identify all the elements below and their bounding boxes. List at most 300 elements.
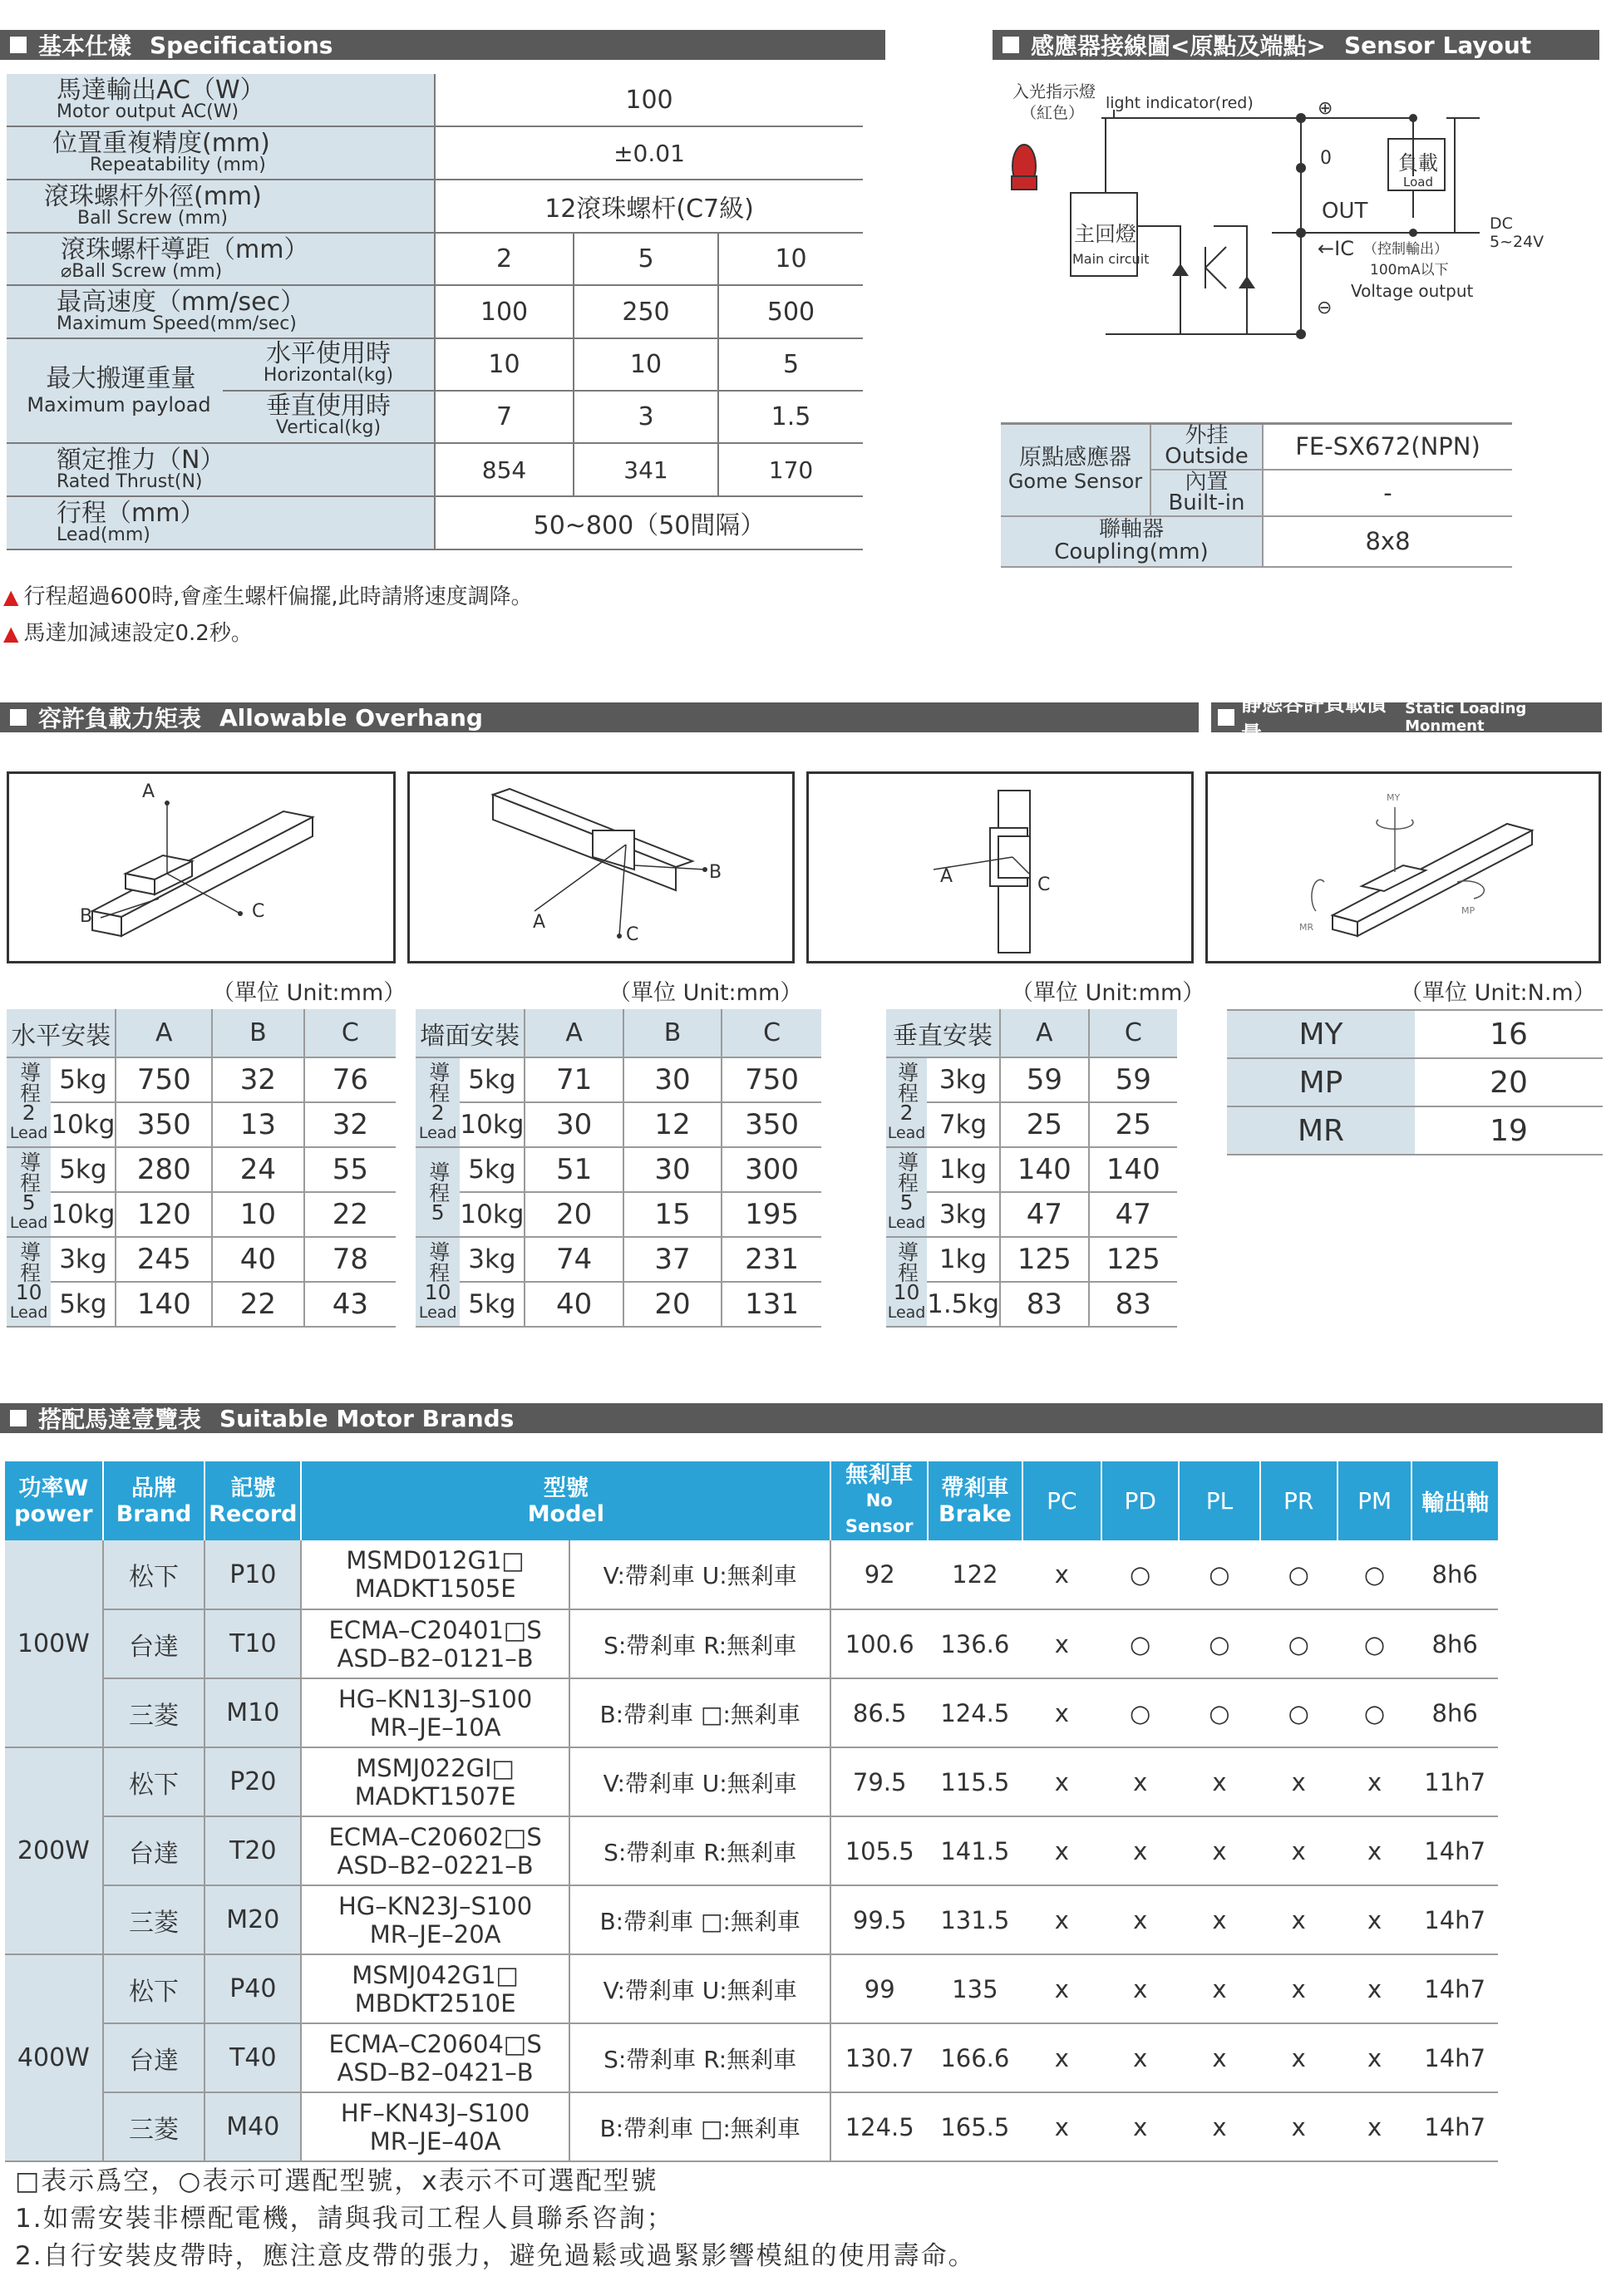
horizontal-title: 水平安裝 xyxy=(7,1009,116,1057)
pd-cell: x xyxy=(1101,1816,1179,1885)
col-power-cn: 功率W xyxy=(18,1475,89,1501)
spec-screw-label xyxy=(7,180,435,233)
spec-vertical-cn: 垂直使用時 xyxy=(266,392,391,421)
static-value: 20 xyxy=(1415,1058,1603,1106)
pm-cell: x xyxy=(1338,2092,1411,2161)
value-cell: 750 xyxy=(722,1057,821,1102)
record-cell: T40 xyxy=(204,2023,301,2092)
brand-cell: 台達 xyxy=(103,1816,205,1885)
sensor-table xyxy=(1001,422,1512,568)
lead-num: 10 xyxy=(15,1280,42,1304)
origin-sensor-label xyxy=(1001,424,1150,516)
light-en: light indicator(red) xyxy=(1106,94,1254,112)
col-br-cn: 帶剎車 xyxy=(941,1475,1009,1501)
option-cell: S:帶剎車 R:無剎車 xyxy=(569,1609,830,1678)
pc-cell: x xyxy=(1022,1747,1101,1816)
static-header xyxy=(1211,692,1602,746)
model-line: ECMA–C20401□S xyxy=(328,1615,542,1644)
model-cell xyxy=(301,1609,569,1678)
lead-num: 10 xyxy=(424,1280,451,1304)
spec-note-text: 馬達加減速設定0.2秒。 xyxy=(23,621,253,646)
lead-cell xyxy=(416,1057,460,1147)
square-icon xyxy=(1003,37,1019,53)
lead-cell xyxy=(7,1057,51,1147)
model-line: MBDKT2510E xyxy=(354,1988,516,2018)
pr-cell: ○ xyxy=(1260,1609,1338,1678)
model-line: MADKT1507E xyxy=(354,1781,516,1811)
model-cell xyxy=(301,2023,569,2092)
unit-label: （單位 Unit:mm） xyxy=(1011,980,1205,1006)
brand-cell: 台達 xyxy=(103,2023,205,2092)
pd-cell: x xyxy=(1101,1747,1179,1816)
motor-row xyxy=(5,1609,1498,1678)
value-cell: 71 xyxy=(525,1057,623,1102)
value-cell: 30 xyxy=(525,1102,623,1147)
shaft-cell: 14h7 xyxy=(1411,1954,1498,2023)
spec-h-payload: 10 xyxy=(574,338,718,391)
pl-cell: ○ xyxy=(1179,1540,1259,1609)
square-icon xyxy=(10,37,27,53)
load-cell: 5kg xyxy=(460,1057,525,1102)
spec-speed-value: 500 xyxy=(718,285,863,338)
record-cell: M40 xyxy=(204,2092,301,2161)
pm-cell: x xyxy=(1338,1747,1411,1816)
model-line: ECMA–C20602□S xyxy=(328,1822,542,1851)
vertical-overhang-table xyxy=(886,1009,1177,1328)
fig-label-c: C xyxy=(1037,875,1051,895)
value-cell: 32 xyxy=(212,1057,303,1102)
col-shaft: 輸出軸 xyxy=(1411,1461,1498,1540)
static-header-cn: 靜態容許負載慣量 xyxy=(1241,692,1387,746)
spec-stroke-value: 50~800（50間隔） xyxy=(435,496,863,549)
sensor-header-en: Sensor Layout xyxy=(1343,31,1532,59)
square-icon xyxy=(1218,709,1234,726)
spec-speed-value: 100 xyxy=(435,285,574,338)
value-cell: 74 xyxy=(525,1237,623,1282)
col-record-cn: 記號 xyxy=(230,1475,276,1501)
lead-en: Lead xyxy=(9,1124,48,1142)
pc-cell: x xyxy=(1022,1885,1101,1954)
spec-vertical-en: Vertical(kg) xyxy=(275,417,382,438)
value-cell: 37 xyxy=(623,1237,722,1282)
no-sensor-cell: 124.5 xyxy=(830,2092,928,2161)
col-header: C xyxy=(1089,1009,1177,1057)
value-cell: 12 xyxy=(623,1102,722,1147)
load-cell: 5kg xyxy=(51,1282,116,1327)
option-cell: S:帶剎車 R:無剎車 xyxy=(569,2023,830,2092)
unit-label: （單位 Unit:mm） xyxy=(212,980,406,1006)
overhang-header-cn: 容許負載力矩表 xyxy=(38,705,202,732)
lead-en: Lead xyxy=(418,1303,457,1322)
static-header-en: Static Loading Monment xyxy=(1405,700,1527,735)
spec-table xyxy=(7,74,863,550)
col-pr: PR xyxy=(1260,1461,1338,1540)
col-brand-en: Brand xyxy=(116,1500,192,1527)
load-cell: 10kg xyxy=(460,1192,525,1237)
model-line: MSMJ042G1□ xyxy=(352,1960,519,1989)
motor-row xyxy=(5,1954,1498,2023)
fig-label-b: B xyxy=(80,906,93,927)
fig-label-c: C xyxy=(252,901,265,922)
footnote: □表示爲空，○表示可選配型號，x表示不可選配型號 xyxy=(15,2166,658,2196)
col-model-en: Model xyxy=(527,1500,604,1527)
load-cn: 負載 xyxy=(1398,151,1438,175)
no-sensor-cell: 86.5 xyxy=(830,1678,928,1747)
spec-payload-label xyxy=(7,338,435,443)
col-header: C xyxy=(722,1009,821,1057)
voltage-output-label: Voltage output xyxy=(1351,281,1474,301)
brand-cell: 三菱 xyxy=(103,1678,205,1747)
load-cell: 10kg xyxy=(51,1102,116,1147)
model-cell xyxy=(301,1678,569,1747)
spec-v-payload: 1.5 xyxy=(718,391,863,443)
col-header: A xyxy=(116,1009,212,1057)
value-cell: 55 xyxy=(304,1147,396,1192)
record-cell: M10 xyxy=(204,1678,301,1747)
model-cell xyxy=(301,1540,569,1609)
spec-note xyxy=(3,616,253,647)
brake-cell: 131.5 xyxy=(928,1885,1022,1954)
value-cell: 24 xyxy=(212,1147,303,1192)
load-cell: 1.5kg xyxy=(927,1282,1000,1327)
col-pm: PM xyxy=(1338,1461,1411,1540)
record-cell: P40 xyxy=(204,1954,301,2023)
load-cell: 5kg xyxy=(51,1057,116,1102)
pd-cell: x xyxy=(1101,2092,1179,2161)
value-cell: 245 xyxy=(116,1237,212,1282)
pm-cell: ○ xyxy=(1338,1540,1411,1609)
load-en: Load xyxy=(1403,175,1433,190)
minus-icon: ⊖ xyxy=(1317,298,1333,318)
value-cell: 140 xyxy=(1000,1147,1089,1192)
pl-cell: ○ xyxy=(1179,1678,1259,1747)
main-en: Main circuit xyxy=(1072,251,1150,267)
no-sensor-cell: 92 xyxy=(830,1540,928,1609)
value-cell: 40 xyxy=(212,1237,303,1282)
square-icon xyxy=(10,709,27,726)
pm-cell: x xyxy=(1338,1816,1411,1885)
spec-motor-en: Motor output AC(W) xyxy=(57,101,239,122)
value-cell: 131 xyxy=(722,1282,821,1327)
value-cell: 43 xyxy=(304,1282,396,1327)
ic-label: ←IC xyxy=(1318,237,1354,260)
light-cn2: （紅色） xyxy=(1021,104,1085,122)
lead-cn: 導程 xyxy=(894,1062,919,1103)
pc-cell: x xyxy=(1022,2092,1101,2161)
pr-cell: x xyxy=(1260,1954,1338,2023)
motor-row xyxy=(5,2092,1498,2161)
spec-repeat-cn: 位置重複精度(mm) xyxy=(52,129,270,158)
lead-en: Lead xyxy=(9,1214,48,1232)
value-cell: 32 xyxy=(304,1102,396,1147)
col-br-en: Brake xyxy=(939,1500,1012,1527)
col-pl: PL xyxy=(1179,1461,1259,1540)
pl-cell: x xyxy=(1179,1747,1259,1816)
power-cell: 200W xyxy=(5,1747,103,1954)
fig-label-a: A xyxy=(142,781,155,802)
spec-payload-en: Maximum payload xyxy=(27,393,211,416)
option-cell: V:帶剎車 U:無剎車 xyxy=(569,1747,830,1816)
fig-label-mp: MP xyxy=(1461,905,1476,916)
brake-cell: 141.5 xyxy=(928,1816,1022,1885)
value-cell: 140 xyxy=(116,1282,212,1327)
load-cell: 3kg xyxy=(927,1057,1000,1102)
spec-payload-cn: 最大搬運重量 xyxy=(46,364,196,393)
model-line: MSMJ022GI□ xyxy=(356,1753,515,1782)
value-cell: 125 xyxy=(1089,1237,1177,1282)
spec-speed-cn: 最高速度（mm/sec） xyxy=(57,288,306,317)
brand-cell: 松下 xyxy=(103,1540,205,1609)
static-value: 19 xyxy=(1415,1106,1603,1155)
spec-lead-cn: 滾珠螺杆導距（mm） xyxy=(61,234,309,264)
lead-cell xyxy=(7,1147,51,1237)
ic-cn: （控制輸出） xyxy=(1363,241,1448,258)
motor-header xyxy=(0,1403,1603,1433)
lead-cell xyxy=(886,1237,927,1327)
brake-cell: 136.6 xyxy=(928,1609,1022,1678)
spec-screw-en: Ball Screw (mm) xyxy=(77,208,228,229)
motor-row xyxy=(5,1885,1498,1954)
load-cell: 5kg xyxy=(460,1147,525,1192)
shaft-cell: 14h7 xyxy=(1411,1816,1498,1885)
horizontal-mount-figure xyxy=(7,771,396,963)
model-line: HG–KN23J–S100 xyxy=(338,1891,533,1920)
coupling-en: Coupling(mm) xyxy=(1054,540,1209,564)
spec-v-payload: 7 xyxy=(435,391,574,443)
lead-en: Lead xyxy=(418,1124,457,1142)
lead-cell xyxy=(416,1147,460,1237)
vertical-title: 垂直安裝 xyxy=(886,1009,1000,1057)
shaft-cell: 8h6 xyxy=(1411,1678,1498,1747)
pd-cell: x xyxy=(1101,2023,1179,2092)
wall-overhang-table xyxy=(416,1009,821,1328)
spec-header-cn: 基本仕樣 xyxy=(38,32,132,60)
brake-cell: 165.5 xyxy=(928,2092,1022,2161)
model-cell xyxy=(301,2092,569,2161)
load-cell: 10kg xyxy=(460,1102,525,1147)
static-value: 16 xyxy=(1415,1010,1603,1058)
option-cell: V:帶剎車 U:無剎車 xyxy=(569,1540,830,1609)
model-line: MR–JE–10A xyxy=(369,1712,501,1742)
warning-triangle-icon: ▲ xyxy=(3,622,19,645)
col-brand-cn: 品牌 xyxy=(131,1475,177,1501)
unit-label: （單位 Unit:N.m） xyxy=(1400,980,1596,1006)
load-cell: 3kg xyxy=(460,1237,525,1282)
col-no-sensor xyxy=(830,1461,928,1540)
motor-header-cn: 搭配馬達壹覽表 xyxy=(38,1406,202,1433)
col-model-cn: 型號 xyxy=(543,1475,589,1501)
lead-en: Lead xyxy=(9,1303,48,1322)
pd-cell: x xyxy=(1101,1954,1179,2023)
brand-cell: 松下 xyxy=(103,1954,205,2023)
record-cell: P10 xyxy=(204,1540,301,1609)
col-header: B xyxy=(212,1009,303,1057)
model-cell xyxy=(301,1747,569,1816)
pl-cell: x xyxy=(1179,1954,1259,2023)
no-sensor-cell: 130.7 xyxy=(830,2023,928,2092)
lead-cn: 導程 xyxy=(426,1241,451,1283)
model-line: ECMA–C20604□S xyxy=(328,2029,542,2058)
lead-cn: 導程 xyxy=(17,1151,42,1193)
lead-cell xyxy=(886,1147,927,1237)
power-cell: 100W xyxy=(5,1540,103,1747)
overhang-header xyxy=(0,702,1199,732)
pr-cell: ○ xyxy=(1260,1678,1338,1747)
pr-cell: x xyxy=(1260,1747,1338,1816)
brake-cell: 124.5 xyxy=(928,1678,1022,1747)
load-cell: 3kg xyxy=(51,1237,116,1282)
pr-cell: x xyxy=(1260,1885,1338,1954)
lead-cn: 導程 xyxy=(17,1241,42,1283)
out-label: OUT xyxy=(1322,199,1368,224)
value-cell: 25 xyxy=(1089,1102,1177,1147)
fig-label-mr: MR xyxy=(1299,922,1314,933)
col-header: B xyxy=(623,1009,722,1057)
col-pd: PD xyxy=(1101,1461,1179,1540)
spec-lead-value: 2 xyxy=(435,233,574,285)
static-moment-figure xyxy=(1205,771,1601,963)
brake-cell: 122 xyxy=(928,1540,1022,1609)
spec-lead-value: 5 xyxy=(574,233,718,285)
value-cell: 47 xyxy=(1089,1192,1177,1237)
motor-row xyxy=(5,1540,1498,1609)
spec-speed-label xyxy=(7,285,435,338)
shaft-cell: 8h6 xyxy=(1411,1540,1498,1609)
spec-thrust-en: Rated Thrust(N) xyxy=(57,471,203,492)
unit-label: （單位 Unit:mm） xyxy=(608,980,803,1006)
spec-note xyxy=(3,579,533,610)
spec-thrust-value: 854 xyxy=(435,443,574,496)
spec-stroke-cn: 行程（mm） xyxy=(57,499,205,528)
pm-cell: x xyxy=(1338,1885,1411,1954)
outside-cn: 外挂 xyxy=(1185,423,1229,449)
pl-cell: x xyxy=(1179,2023,1259,2092)
option-cell: B:帶剎車 □:無剎車 xyxy=(569,2092,830,2161)
spec-h-payload: 10 xyxy=(435,338,574,391)
col-record-en: Record xyxy=(209,1500,298,1527)
dc-label: DC xyxy=(1490,214,1513,233)
fig-label-a: A xyxy=(533,912,546,933)
spec-note-text: 行程超過600時,會產生螺杆偏擺,此時請將速度調降。 xyxy=(23,584,533,609)
fig-label-my: MY xyxy=(1387,792,1401,803)
value-cell: 51 xyxy=(525,1147,623,1192)
brand-cell: 三菱 xyxy=(103,1885,205,1954)
builtin-cn: 內置 xyxy=(1185,469,1229,495)
value-cell: 40 xyxy=(525,1282,623,1327)
no-sensor-cell: 100.6 xyxy=(830,1609,928,1678)
spec-horizontal-label xyxy=(223,339,434,392)
model-cell xyxy=(301,1954,569,2023)
load-cell: 5kg xyxy=(460,1282,525,1327)
pl-cell: x xyxy=(1179,1885,1259,1954)
col-ns-cn: 無剎車 xyxy=(845,1462,914,1488)
spec-vertical-label xyxy=(223,392,434,442)
lead-en: Lead xyxy=(887,1124,926,1142)
dc-voltage-label: 5~24V xyxy=(1490,233,1544,251)
spec-repeat-value: ±0.01 xyxy=(435,126,863,180)
builtin-en: Built-in xyxy=(1168,490,1245,515)
pm-cell: x xyxy=(1338,1954,1411,2023)
value-cell: 78 xyxy=(304,1237,396,1282)
value-cell: 120 xyxy=(116,1192,212,1237)
value-cell: 300 xyxy=(722,1147,821,1192)
record-cell: T20 xyxy=(204,1816,301,1885)
model-line: HF–KN43J–S100 xyxy=(340,2098,530,2127)
pr-cell: x xyxy=(1260,1816,1338,1885)
pc-cell: x xyxy=(1022,1609,1101,1678)
model-line: MSMD012G1□ xyxy=(346,1546,525,1574)
load-cell: 3kg xyxy=(927,1192,1000,1237)
lead-num: 10 xyxy=(893,1280,920,1304)
value-cell: 20 xyxy=(623,1282,722,1327)
coupling-value: 8x8 xyxy=(1263,516,1512,567)
coupling-cn: 聯軸器 xyxy=(1098,517,1164,542)
lead-num: 5 xyxy=(22,1190,36,1215)
no-sensor-cell: 99 xyxy=(830,1954,928,2023)
value-cell: 13 xyxy=(212,1102,303,1147)
pd-cell: x xyxy=(1101,1885,1179,1954)
shaft-cell: 14h7 xyxy=(1411,2092,1498,2161)
no-sensor-cell: 79.5 xyxy=(830,1747,928,1816)
spec-speed-en: Maximum Speed(mm/sec) xyxy=(57,313,297,334)
outside-value: FE-SX672(NPN) xyxy=(1263,424,1512,470)
value-cell: 30 xyxy=(623,1057,722,1102)
model-line: HG–KN13J–S100 xyxy=(338,1684,533,1713)
col-header: A xyxy=(525,1009,623,1057)
footnote: 1.如需安裝非標配電機，請與我司工程人員聯系咨詢； xyxy=(15,2204,674,2234)
pr-cell: x xyxy=(1260,2092,1338,2161)
value-cell: 59 xyxy=(1089,1057,1177,1102)
model-line: ASD–B2–0421–B xyxy=(337,2057,534,2087)
lead-num: 2 xyxy=(431,1101,445,1125)
value-cell: 59 xyxy=(1000,1057,1089,1102)
pc-cell: x xyxy=(1022,2023,1101,2092)
spec-motor-label xyxy=(7,74,435,126)
lead-cell xyxy=(886,1057,927,1147)
value-cell: 231 xyxy=(722,1237,821,1282)
pl-cell: x xyxy=(1179,2092,1259,2161)
spec-lead-value: 10 xyxy=(718,233,863,285)
value-cell: 25 xyxy=(1000,1102,1089,1147)
pc-cell: x xyxy=(1022,1540,1101,1609)
sensor-header xyxy=(993,30,1599,60)
value-cell: 10 xyxy=(212,1192,303,1237)
plus-icon: ⊕ xyxy=(1318,98,1333,119)
lead-en: Lead xyxy=(887,1303,926,1322)
fig-label-b: B xyxy=(709,862,722,883)
fig-label-a: A xyxy=(940,866,953,887)
outside-label xyxy=(1150,424,1263,470)
load-cell: 7kg xyxy=(927,1102,1000,1147)
lead-cell xyxy=(416,1237,460,1327)
spec-lead-en: ⌀Ball Screw (mm) xyxy=(61,260,223,282)
col-pc: PC xyxy=(1022,1461,1101,1540)
spec-screw-value: 12滾珠螺杆(C7級) xyxy=(435,180,863,233)
value-cell: 22 xyxy=(304,1192,396,1237)
model-line: ASD–B2–0221–B xyxy=(337,1850,534,1880)
col-power-en: power xyxy=(14,1500,93,1527)
pr-cell: ○ xyxy=(1260,1540,1338,1609)
lead-en: Lead xyxy=(887,1214,926,1232)
option-cell: B:帶剎車 □:無剎車 xyxy=(569,1885,830,1954)
spec-thrust-cn: 額定推力（N） xyxy=(57,446,225,475)
lead-cn: 導程 xyxy=(894,1151,919,1193)
ma-label: 100mA以下 xyxy=(1370,262,1449,278)
static-moment-table xyxy=(1227,1009,1603,1155)
spec-repeat-en: Repeatability (mm) xyxy=(90,155,266,175)
model-cell xyxy=(301,1885,569,1954)
pd-cell: ○ xyxy=(1101,1540,1179,1609)
